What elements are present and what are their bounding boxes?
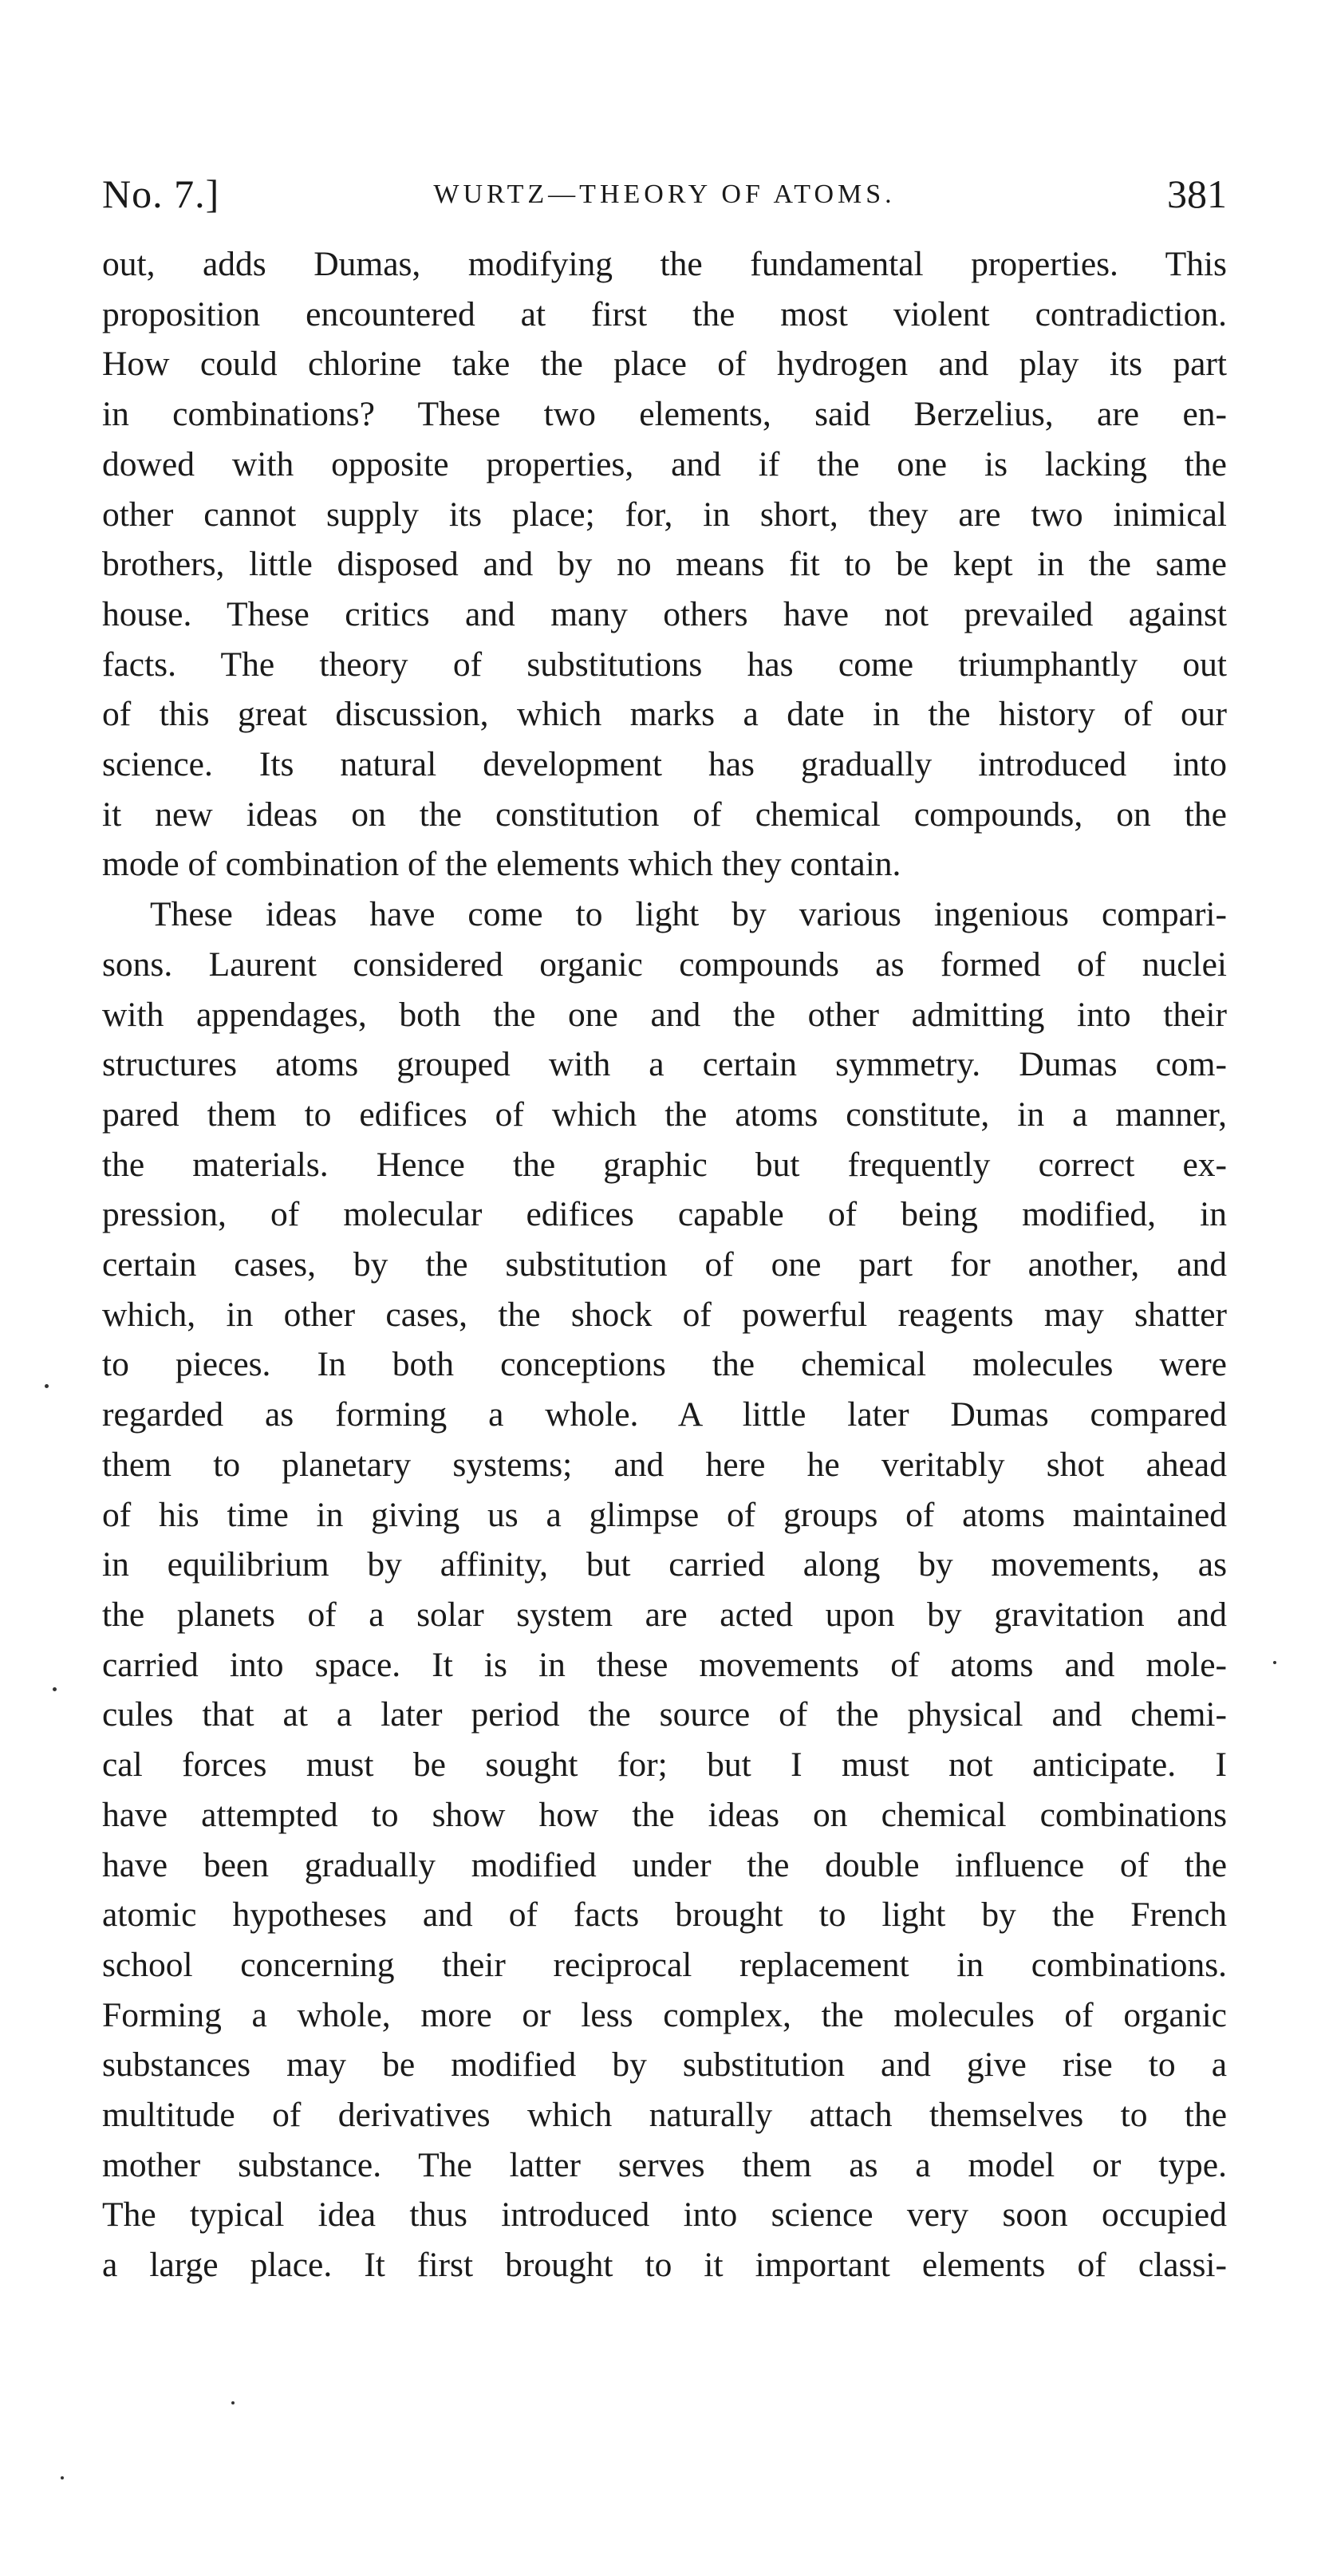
text-line: science. Its natural development has gradually introduced into bbox=[102, 745, 1227, 784]
running-header bbox=[102, 166, 1227, 222]
scan-speck bbox=[1273, 1661, 1276, 1664]
text-line: them to planetary systems; and here he veritably shot ahead bbox=[102, 1445, 1227, 1484]
text-line: pared them to edifices of which the atoms constitute, in a manner, bbox=[102, 1095, 1227, 1134]
text-line: proposition encountered at first the most violent contradiction. bbox=[102, 294, 1227, 333]
text-line: The typical idea thus introduced into science very soon occupied bbox=[102, 2195, 1227, 2235]
scan-speck bbox=[45, 1384, 49, 1388]
text-line: pression, of molecular edifices capable of being modified, in bbox=[102, 1195, 1227, 1234]
text-line: Forming a whole, more or less complex, the molecules of organic bbox=[102, 1995, 1227, 2034]
text-line: other cannot supply its place; for, in short, they are two inimical bbox=[102, 495, 1227, 534]
text-line: facts. The theory of substitutions has come triumphantly out bbox=[102, 645, 1227, 684]
text-line: it new ideas on the constitution of chemical compounds, on the bbox=[102, 795, 1227, 834]
text-line: mode of combination of the elements which they contain. bbox=[102, 845, 901, 884]
paragraph bbox=[102, 890, 1227, 2290]
text-line: These ideas have come to light by various ingenious compari- bbox=[150, 895, 1227, 934]
text-line: How could chlorine take the place of hydrogen and play its part bbox=[102, 345, 1227, 384]
text-line: mother substance. The latter serves them as a model or type. bbox=[102, 2145, 1227, 2184]
text-line: which, in other cases, the shock of powerful reagents may shatter bbox=[102, 1295, 1227, 1334]
text-line: multitude of derivatives which naturally attach themselves to the bbox=[102, 2096, 1227, 2135]
text-line: house. These critics and many others have not prevailed against bbox=[102, 594, 1227, 633]
text-line: the materials. Hence the graphic but frequently correct ex- bbox=[102, 1145, 1227, 1184]
text-line: of this great discussion, which marks a date in the history of our bbox=[102, 695, 1227, 734]
paragraph bbox=[102, 239, 1227, 890]
text-line: school concerning their reciprocal replacement in combinations. bbox=[102, 1945, 1227, 1984]
running-title: WURTZ—THEORY OF ATOMS. bbox=[433, 179, 896, 209]
text-line: have been gradually modified under the double influence of the bbox=[102, 1845, 1227, 1884]
text-line: regarded as forming a whole. A little later Dumas compared bbox=[102, 1395, 1227, 1434]
text-line: a large place. It first brought to it important elements of classi- bbox=[102, 2246, 1227, 2285]
text-line: carried into space. It is in these movements of atoms and mole- bbox=[102, 1645, 1227, 1684]
text-line: the planets of a solar system are acted upon by gravitation and bbox=[102, 1595, 1227, 1634]
text-line: to pieces. In both conceptions the chemical molecules were bbox=[102, 1345, 1227, 1384]
scan-speck bbox=[53, 1687, 57, 1691]
text-line: dowed with opposite properties, and if the one is lacking the bbox=[102, 444, 1227, 483]
text-line: structures atoms grouped with a certain symmetry. Dumas com- bbox=[102, 1045, 1227, 1084]
text-line: with appendages, both the one and the other admitting into their bbox=[102, 995, 1227, 1034]
scan-speck bbox=[231, 2401, 235, 2404]
text-line: out, adds Dumas, modifying the fundamental properties. This bbox=[102, 245, 1227, 283]
text-line: cules that at a later period the source of the physical and chemi- bbox=[102, 1695, 1227, 1734]
text-line: sons. Laurent considered organic compounds as formed of nuclei bbox=[102, 945, 1227, 984]
text-line: certain cases, by the substitution of one part for another, and bbox=[102, 1245, 1227, 1284]
text-line: cal forces must be sought for; but I must not anticipate. I bbox=[102, 1746, 1227, 1785]
issue-number: No. 7.] bbox=[102, 172, 220, 216]
text-line: brothers, little disposed and by no means fit to be kept in the same bbox=[102, 545, 1227, 584]
scan-speck bbox=[61, 2476, 64, 2479]
page-number: 381 bbox=[1167, 172, 1227, 216]
text-line: atomic hypotheses and of facts brought to light by the French bbox=[102, 1896, 1227, 1935]
text-line: substances may be modified by substitution and give rise to a bbox=[102, 2045, 1227, 2085]
text-line: in equilibrium by affinity, but carried along by movements, as bbox=[102, 1545, 1227, 1584]
body-text bbox=[102, 239, 1227, 2290]
text-line: of his time in giving us a glimpse of groups of atoms maintained bbox=[102, 1495, 1227, 1534]
text-line: have attempted to show how the ideas on chemical combinations bbox=[102, 1795, 1227, 1834]
text-line: in combinations? These two elements, said Berzelius, are en- bbox=[102, 395, 1227, 434]
